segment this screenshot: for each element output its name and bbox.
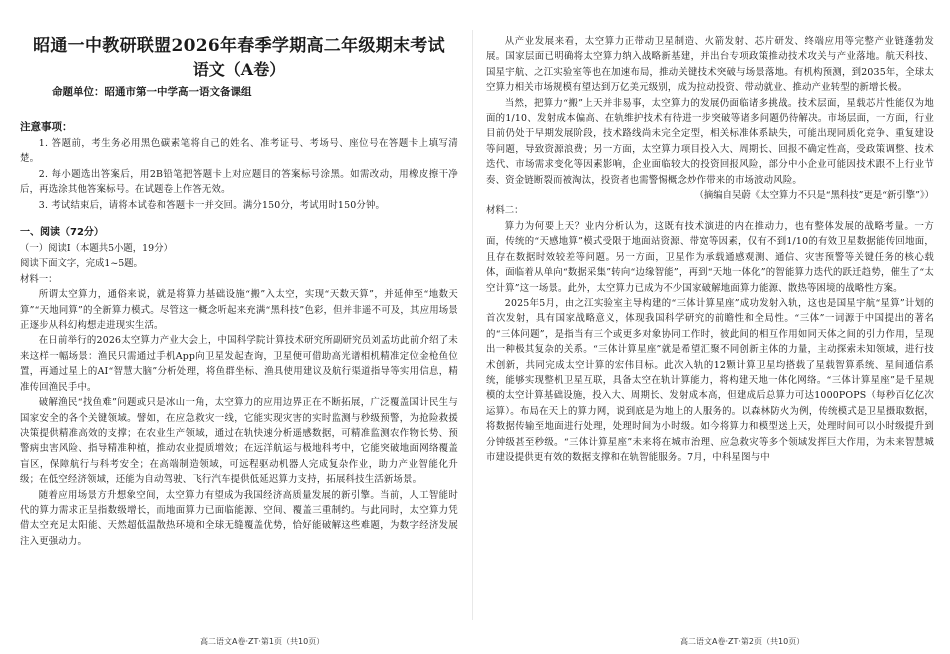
material-1-text	[20, 287, 458, 549]
source-note: （摘编自吴蔚《太空算力不只是“黑科技”更是“新引擎”》）	[694, 190, 934, 202]
paragraph: 算力为何要上天？业内分析认为，这既有技术演进的内在推动力，也有整体发展的战略考量。一方面，传统的“天感地算”模式受限于地面站资源、带宽等因素，仅有不到1/10的有效卫星数据能传回地面，且存在数据时效较差等问题。另一方面，卫星作为承载通感观测、通信、灾害预警等关键任务的核心载体，面临着从单向“数据采集”转向“边缘智能”，再到“天地一体化”的智能算力迭代的跃迁趋势，催生了“太空计算”这一场景。此外，太空算力已成为不少国家破解地面算力能源、散热等困境的战略性方案。	[486, 220, 934, 294]
material-2-text	[486, 219, 934, 466]
material-1-label: 材料一：	[20, 273, 58, 285]
paragraph: 破解渔民“找鱼难”问题或只是冰山一角，太空算力的应用边界正在不断拓展，广泛覆盖国计民生与国家安全的各个关键领域。譬如，在应急救灾一线，它能实现灾害的实时监测与秒级预警，为抢险救援决策提供精准高效的支撑；在农业生产领域，通过在轨快速分析遥感数据，可精准监测农作物长势、预警病虫害风险、指导精准种植，推动农业提质增效；在远洋航运与极地科考中，它能突破地面网络覆盖盲区，保障航行与科考安全；在高端制造领域，可远程驱动机器人完成复杂作业，助力产业智能化升级；在低空经济领域，还能为自动驾驶、飞行汽车提供低延迟算力支持，拓展科技生活新场景。	[20, 397, 458, 486]
subsection-heading: （一）阅读Ⅰ（本题共5小题，19分）	[20, 243, 173, 255]
paragraph: 所谓太空算力，通俗来说，就是将算力基础设施“搬”入太空，实现“天数天算”，并延伸至“地数天算”“天地同算”的全新算力模式。尽管这一概念听起来充满“黑科技”色彩，但并非遥不可及，其应用场景正逐步从科幻构想走进现实生活。	[20, 289, 458, 332]
authoring-unit: 命题单位：昭通市第一中学高一语文备课组	[52, 86, 252, 98]
notice-list	[20, 136, 458, 213]
reading-instruction: 阅读下面文字，完成1~5题。	[20, 258, 143, 270]
column-divider	[472, 30, 473, 620]
page-footer-2: 高二语文A卷·ZT·第2页（共10页）	[680, 637, 805, 646]
exam-title: 昭通一中教研联盟2026年春季学期高二年级期末考试	[33, 36, 445, 56]
paragraph: 当然，把算力“搬”上天并非易事，太空算力的发展仍面临诸多挑战。技术层面，星载芯片性能仅为地面的1/10、发射成本偏高、在轨维护技术有待进一步突破等诸多问题仍待解决。市场层面，一方面，行业目前仍处于早期发展阶段，技术路线尚未完全定型，相关标准体系缺失，可能出现同质化竞争、重复建设等问题，导致资源浪费；另一方面，太空算力项目投入大、周期长、回报不确定性高，受政策调整、技术迭代、市场需求变化等因素影响，企业面临较大的投资回报风险，部分中小企业可能因技术跟不上行业节奏、资金链断裂而被淘汰，投资者也需警惕概念炒作带来的市场波动风险。	[486, 97, 934, 186]
paragraph: 2025年5月，由之江实验室主导构建的“三体计算星座”成功发射入轨，这也是国星宇航“星算”计划的首次发射，具有国家战略意义，体现我国科学研究的前瞻性和全局性。“三体”一词源于中国提出的著名的“三体问题”，是指当有三个或更多对象协同工作时，彼此间的相互作用如同天体之间的引力作用，呈现出一种极其复杂的关系。“三体计算星座”就是希望汇聚不同创新主体的力量，主动探索未知领域，进行技术创新，共同完成太空计算的宏伟目标。此次入轨的12颗计算卫星均搭载了星载智算系统、星间通信系统，能够实现整机卫星互联，具备太空在轨计算能力，将构建天地一体化网络。“三体计算星座”是千星规模的太空计算基础设施，投入大、周期长、发射成本高，但建成后总算力可达1000POPS（每秒百亿亿次运算）。布局在天上的算力网，说到底是为地上的人服务的。以森林防火为例，传统模式是卫星摄取数据，将数据传输至地面进行处理，处理时间为小时级。如今将算力和模型送上天，处理时间可以小时级提升到分钟级甚至秒级。“三体计算星座”未来将在城市治理、应急救灾等多个领域发挥巨大作用，为未来智慧城市建设提供更有效的数据支撑和在轨智能服务。7月，中科星图与中	[486, 297, 934, 463]
notice-heading: 注意事项：	[20, 121, 73, 133]
material-2-label: 材料二：	[486, 205, 524, 217]
notice-item: 2. 每小题选出答案后，用2B铅笔把答题卡上对应题目的答案标号涂黑。如需改动，用橡皮擦干净后，再选涂其他答案标号。在试题卷上作答无效。	[20, 168, 458, 196]
page-1-column	[20, 0, 458, 654]
material-1-continued	[486, 34, 934, 188]
page-2-column	[486, 0, 934, 654]
section-heading: 一、阅读（72分）	[20, 227, 104, 239]
paragraph: 从产业发展来看，太空算力正带动卫星制造、火箭发射、芯片研发、终端应用等完整产业链蓬勃发展。国家层面已明确将太空算力纳入战略新基建，并出台专项政策推动技术攻关与产业落地。航天科技、国星宇航、之江实验室等也在加速布局，推动关键技术突破与场景落地。有机构预测，到2035年，全球太空算力相关市场规模有望达到万亿美元级别，成为拉动投资、带动就业、推动产业转型的新增长极。	[486, 36, 934, 94]
paragraph: 在日前举行的2026太空算力产业大会上，中国科学院计算技术研究所副研究员刘孟坊此前介绍了未来这样一幅场景：渔民只需通过手机App向卫星发起查询，卫星便可借助高光谱相机精准定位金枪鱼位置，再通过星上的AI“智慧大脑”分析处理，将鱼群坐标、渔具使用建议及航行渠道指导等实用信息，精准传回渔民手中。	[20, 335, 458, 393]
page-footer-1: 高二语文A卷·ZT·第1页（共10页）	[200, 637, 325, 646]
notice-item: 1. 答题前，考生务必用黑色碳素笔将自己的姓名、准考证号、考场号、座位号在答题卡上填写清楚。	[20, 138, 458, 165]
notice-item: 3. 考试结束后，请将本试卷和答题卡一并交回。满分150分，考试用时150分钟。	[38, 199, 386, 211]
paragraph: 随着应用场景方升想象空间，太空算力有望成为我国经济高质量发展的新引擎。当前，人工智能时代的算力需求正呈指数级增长，而地面算力已面临能源、空间、覆盖三重制约。与此同时，太空算力凭借太空充足太阳能、天然超低温散热环境和全球无缝覆盖优势，恰好能破解这些难题，为数字经济发展注入更强动力。	[20, 489, 458, 547]
exam-subtitle: 语文（A卷）	[192, 60, 286, 79]
